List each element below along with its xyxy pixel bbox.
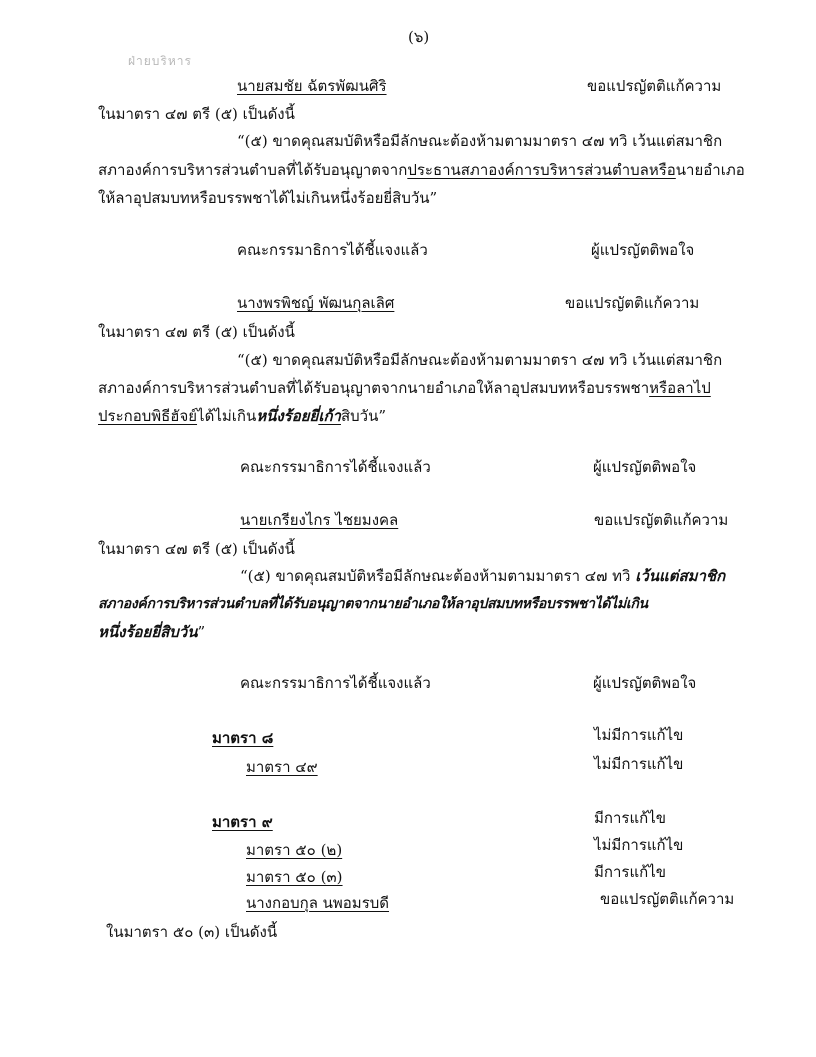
section-status: มีการแก้ไข — [594, 809, 666, 827]
quote-text: “(๕) ขาดคุณสมบัติหรือมีลักษณะต้องห้ามตามมาตรา ๔๗ ทวิ — [240, 567, 636, 585]
speaker-name: นางกอบกุล นพอมรบดี — [246, 894, 390, 912]
page-number: (๖) — [408, 28, 430, 46]
quote-line — [98, 378, 711, 398]
quote-line: ให้ลาอุปสมบทหรือบรรพชาได้ไม่เกินหนึ่งร้อยยี่สิบวัน” — [98, 189, 438, 207]
amendment-request: ขอแปรญัตติแก้ความ — [594, 511, 729, 529]
quote-line — [98, 406, 386, 426]
quote-underlined: ประกอบพิธีฮัจย์ — [98, 407, 198, 425]
quote-text: สภาองค์การบริหารส่วนตำบลที่ได้รับอนุญาตจากนายอำเภอให้ลาอุปสมบทหรือบรรพชา — [98, 379, 650, 397]
section-status: ไม่มีการแก้ไข — [594, 836, 684, 854]
section-status: มีการแก้ไข — [594, 863, 666, 881]
quote-text: สิบวัน” — [340, 407, 386, 425]
quote-text: สภาองค์การบริหารส่วนตำบลที่ได้รับอนุญาตจาก — [98, 161, 408, 179]
section-status: ไม่มีการแก้ไข — [594, 726, 684, 744]
speaker-name: นายเกรียงไกร ไชยมงคล — [240, 511, 399, 529]
section-label: มาตรา ๘ — [212, 729, 274, 747]
speaker-name: นางพรพิชญ์ พัฒนกุลเลิศ — [237, 294, 395, 312]
section-intro: ในมาตรา ๕๐ (๓) เป็นดังนี้ — [106, 923, 278, 941]
speaker-name: นายสมชัย ฉัตรพัฒนศิริ — [237, 77, 387, 95]
amendment-request: ขอแปรญัตติแก้ความ — [587, 77, 722, 95]
mover-result: ผู้แปรญัตติพอใจ — [593, 674, 697, 692]
committee-response: คณะกรรมาธิการได้ชี้แจงแล้ว — [240, 458, 431, 476]
section-intro: ในมาตรา ๔๗ ตรี (๕) เป็นดังนี้ — [98, 105, 295, 123]
mover-result: ผู้แปรญัตติพอใจ — [593, 458, 697, 476]
quote-line: “(๕) ขาดคุณสมบัติหรือมีลักษณะต้องห้ามตามมาตรา ๔๗ ทวิ เว้นแต่สมาชิก — [237, 132, 723, 150]
mover-result: ผู้แปรญัตติพอใจ — [591, 241, 695, 259]
amendment-request: ขอแปรญัตติแก้ความ — [565, 294, 700, 312]
quote-text: นายอำเภอ — [675, 161, 745, 179]
amendment-request: ขอแปรญัตติแก้ความ — [600, 890, 735, 908]
quote-line: “(๕) ขาดคุณสมบัติหรือมีลักษณะต้องห้ามตามมาตรา ๔๗ ทวิ เว้นแต่สมาชิก — [237, 351, 723, 369]
section-label: มาตรา ๔๙ — [246, 758, 318, 776]
stamp-mark: ฝ่ายบริหาร — [128, 54, 192, 68]
quote-underlined: ประธานสภาองค์การบริหารส่วนตำบลหรือ — [407, 161, 676, 179]
quote-underlined: หรือลาไป — [649, 379, 711, 397]
section-status: ไม่มีการแก้ไข — [594, 755, 684, 773]
quote-line — [98, 160, 745, 180]
quote-emphasis: หนึ่งร้อยยี่สิบวัน — [98, 623, 198, 641]
quote-emphasis: เว้นแต่สมาชิก — [635, 567, 726, 585]
quote-text: ได้ไม่เกิน — [197, 407, 257, 425]
quote-line: สภาองค์การบริหารส่วนตำบลที่ได้รับอนุญาตจากนายอำเภอให้ลาอุปสมบทหรือบรรพชาได้ไม่เกิน — [98, 596, 648, 612]
section-label: มาตรา ๕๐ (๒) — [246, 841, 343, 859]
section-label: มาตรา ๙ — [212, 813, 273, 831]
quote-text: ” — [197, 623, 206, 641]
committee-response: คณะกรรมาธิการได้ชี้แจงแล้ว — [240, 674, 431, 692]
section-intro: ในมาตรา ๔๗ ตรี (๕) เป็นดังนี้ — [98, 323, 295, 341]
quote-line — [98, 622, 205, 642]
section-label: มาตรา ๕๐ (๓) — [246, 868, 343, 886]
section-intro: ในมาตรา ๔๗ ตรี (๕) เป็นดังนี้ — [98, 540, 295, 558]
quote-emphasis: หนึ่งร้อยยี่ — [256, 407, 319, 425]
quote-emphasis-underlined: เก้า — [318, 407, 341, 425]
committee-response: คณะกรรมาธิการได้ชี้แจงแล้ว — [237, 241, 428, 259]
quote-line — [240, 566, 725, 586]
